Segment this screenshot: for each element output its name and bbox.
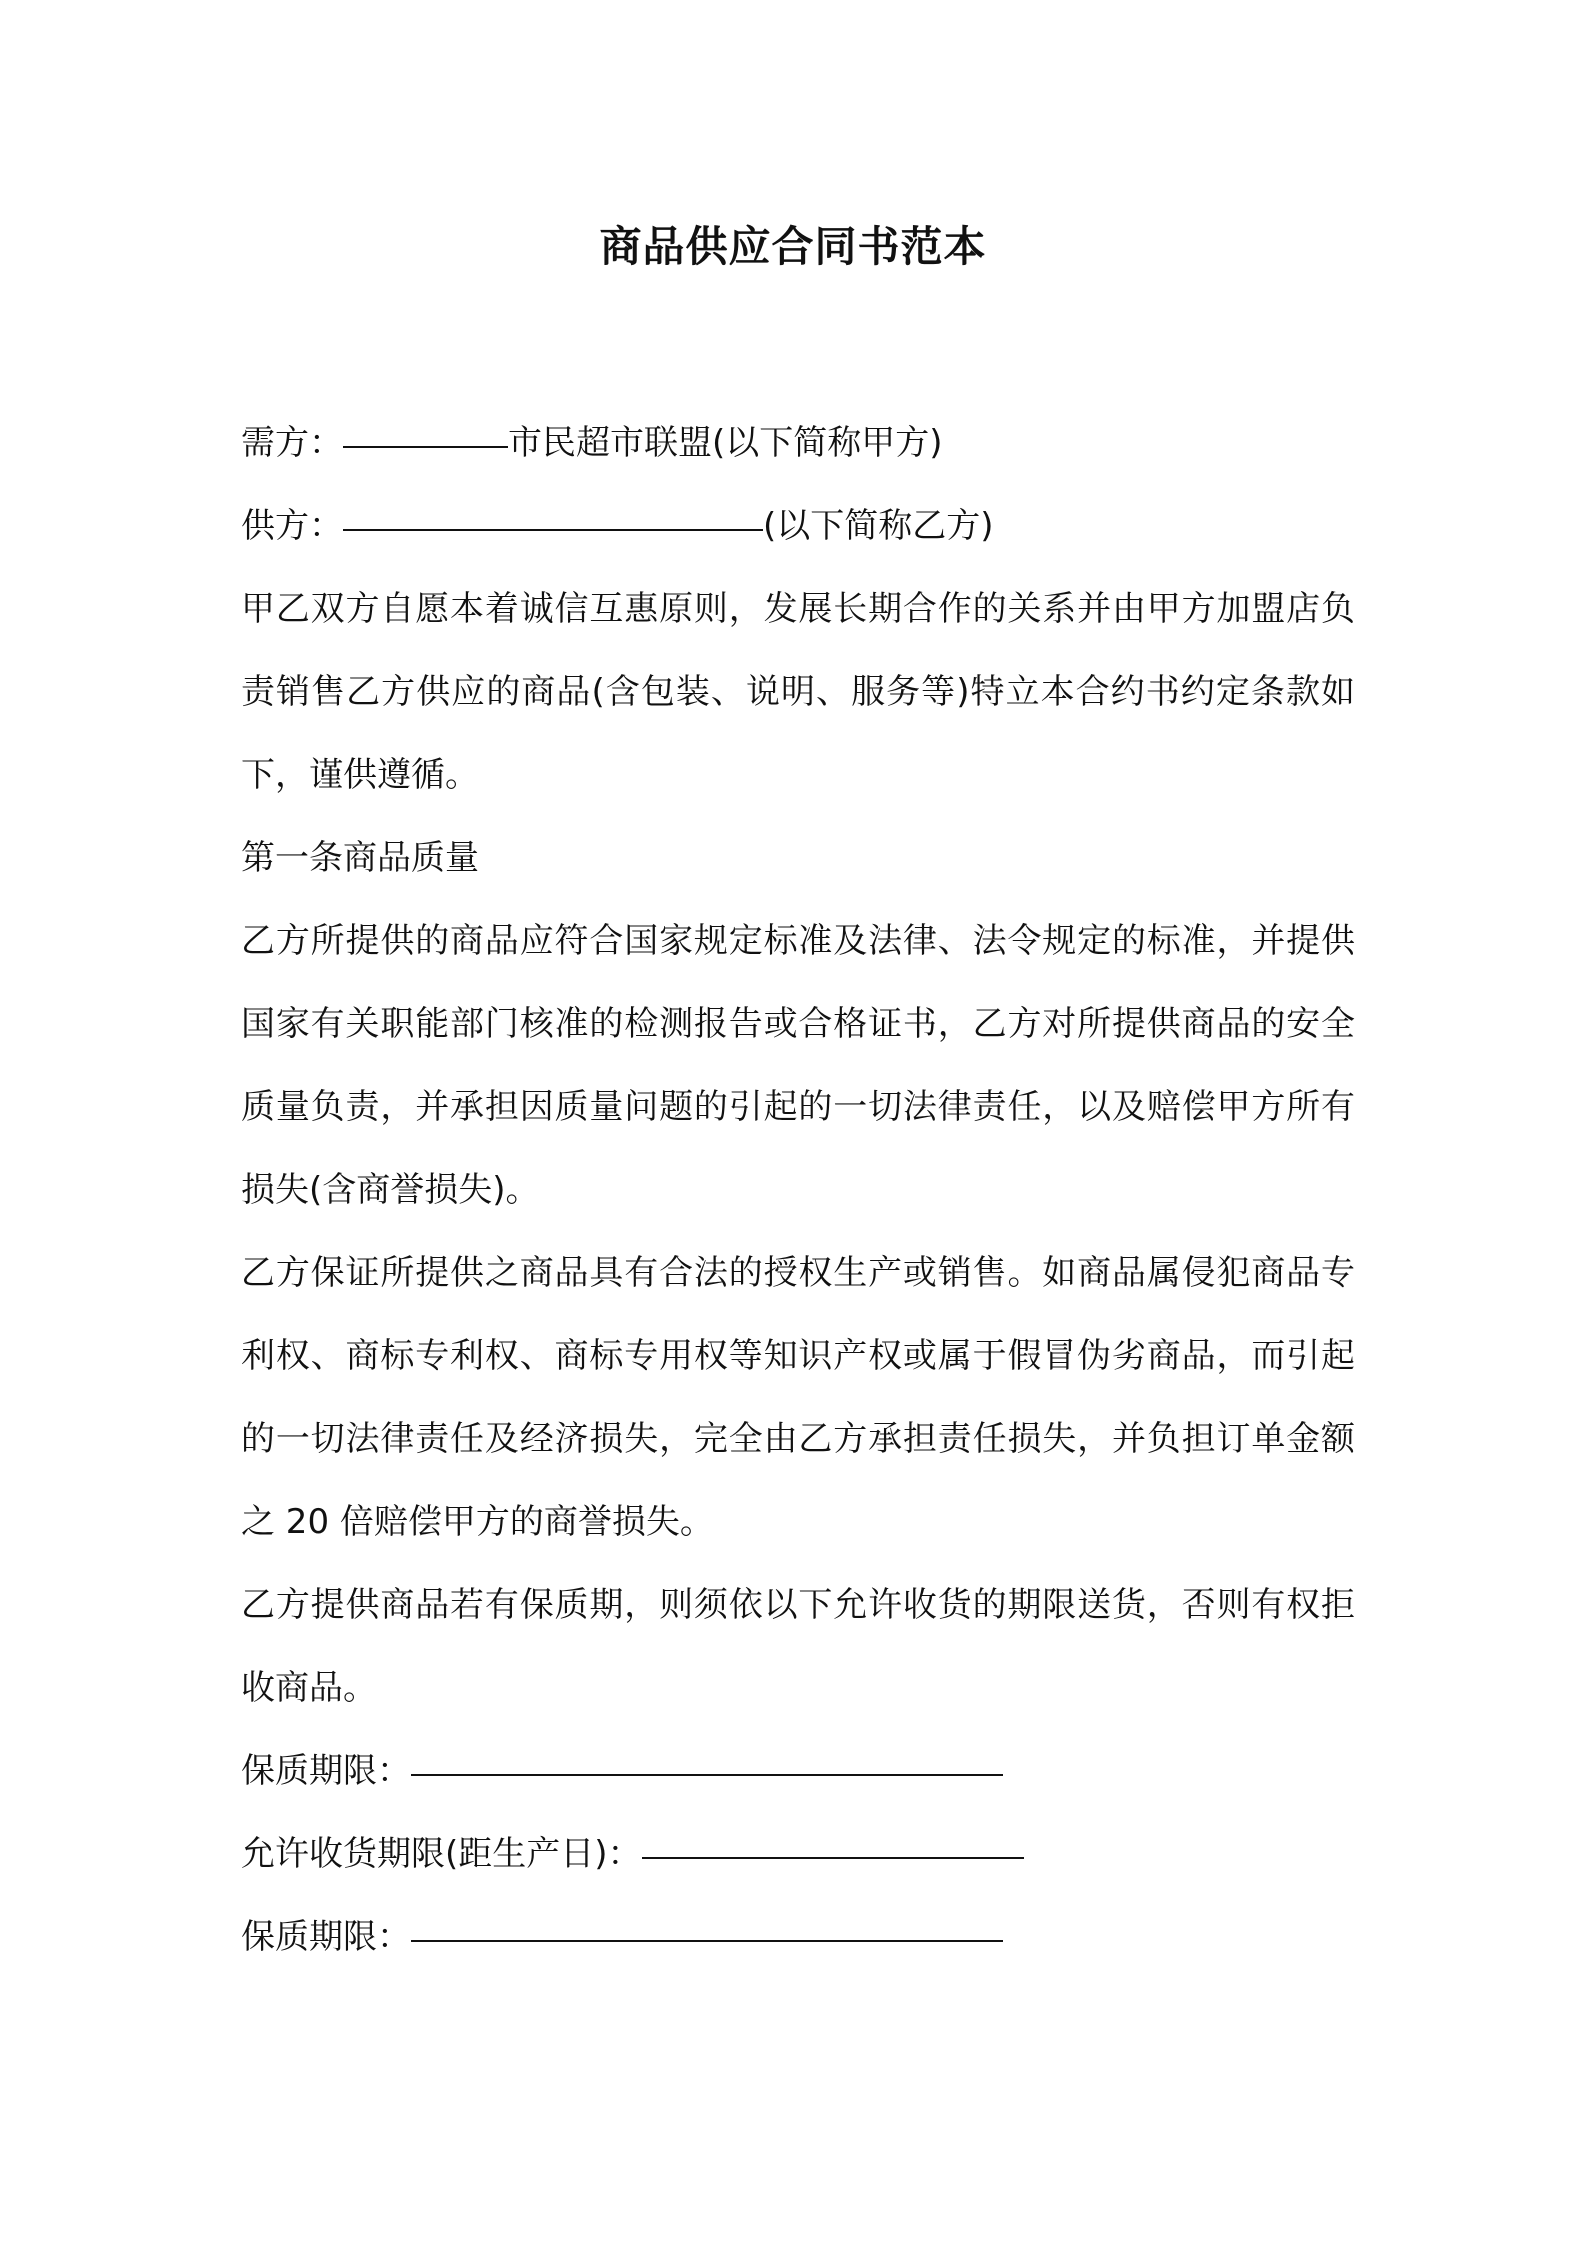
- supplier-line: [241, 485, 1355, 568]
- shelf-life-blank-2[interactable]: [411, 1939, 1003, 1942]
- shelf-life-label-2: 保质期限：: [241, 1917, 411, 1957]
- demander-line: [241, 402, 1355, 485]
- receive-limit-label: 允许收货期限(距生产日)：: [241, 1834, 642, 1874]
- demander-name: 市民超市联盟(以下简称甲方): [508, 423, 943, 463]
- supplier-suffix: (以下简称乙方): [763, 506, 994, 546]
- receive-limit-line: [241, 1813, 1355, 1896]
- supplier-label: 供方：: [241, 506, 343, 546]
- article-1-paragraph-ip: 乙方保证所提供之商品具有合法的授权生产或销售。如商品属侵犯商品专利权、商标专利权、商标专用权等知识产权或属于假冒伪劣商品，而引起的一切法律责任及经济损失，完全由乙方承担责任损失，并负担订单金额之 20 倍赔偿甲方的商誉损失。: [241, 1253, 1355, 1542]
- receive-limit-blank[interactable]: [642, 1856, 1024, 1859]
- article-1-paragraph-quality: 乙方所提供的商品应符合国家规定标准及法律、法令规定的标准，并提供国家有关职能部门核准的检测报告或合格证书，乙方对所提供商品的安全质量负责，并承担因质量问题的引起的一切法律责任，以及赔偿甲方所有损失(含商誉损失)。: [241, 921, 1355, 1210]
- article-1-paragraph-shelf-life: 乙方提供商品若有保质期，则须依以下允许收货的期限送货，否则有权拒收商品。: [241, 1585, 1355, 1708]
- shelf-life-line-1: [241, 1730, 1355, 1813]
- shelf-life-line-2: [241, 1896, 1355, 1979]
- document-title: 商品供应合同书范本: [599, 222, 987, 271]
- intro-paragraph: 甲乙双方自愿本着诚信互惠原则，发展长期合作的关系并由甲方加盟店负责销售乙方供应的商品(含包装、说明、服务等)特立本合约书约定条款如下，谨供遵循。: [241, 589, 1355, 795]
- article-1-heading: 第一条商品质量: [241, 838, 479, 878]
- supplier-blank[interactable]: [343, 528, 763, 531]
- demander-blank[interactable]: [343, 445, 508, 448]
- demander-label: 需方：: [241, 423, 343, 463]
- shelf-life-blank-1[interactable]: [411, 1773, 1003, 1776]
- shelf-life-label-1: 保质期限：: [241, 1751, 411, 1791]
- contract-body: [241, 402, 1355, 1979]
